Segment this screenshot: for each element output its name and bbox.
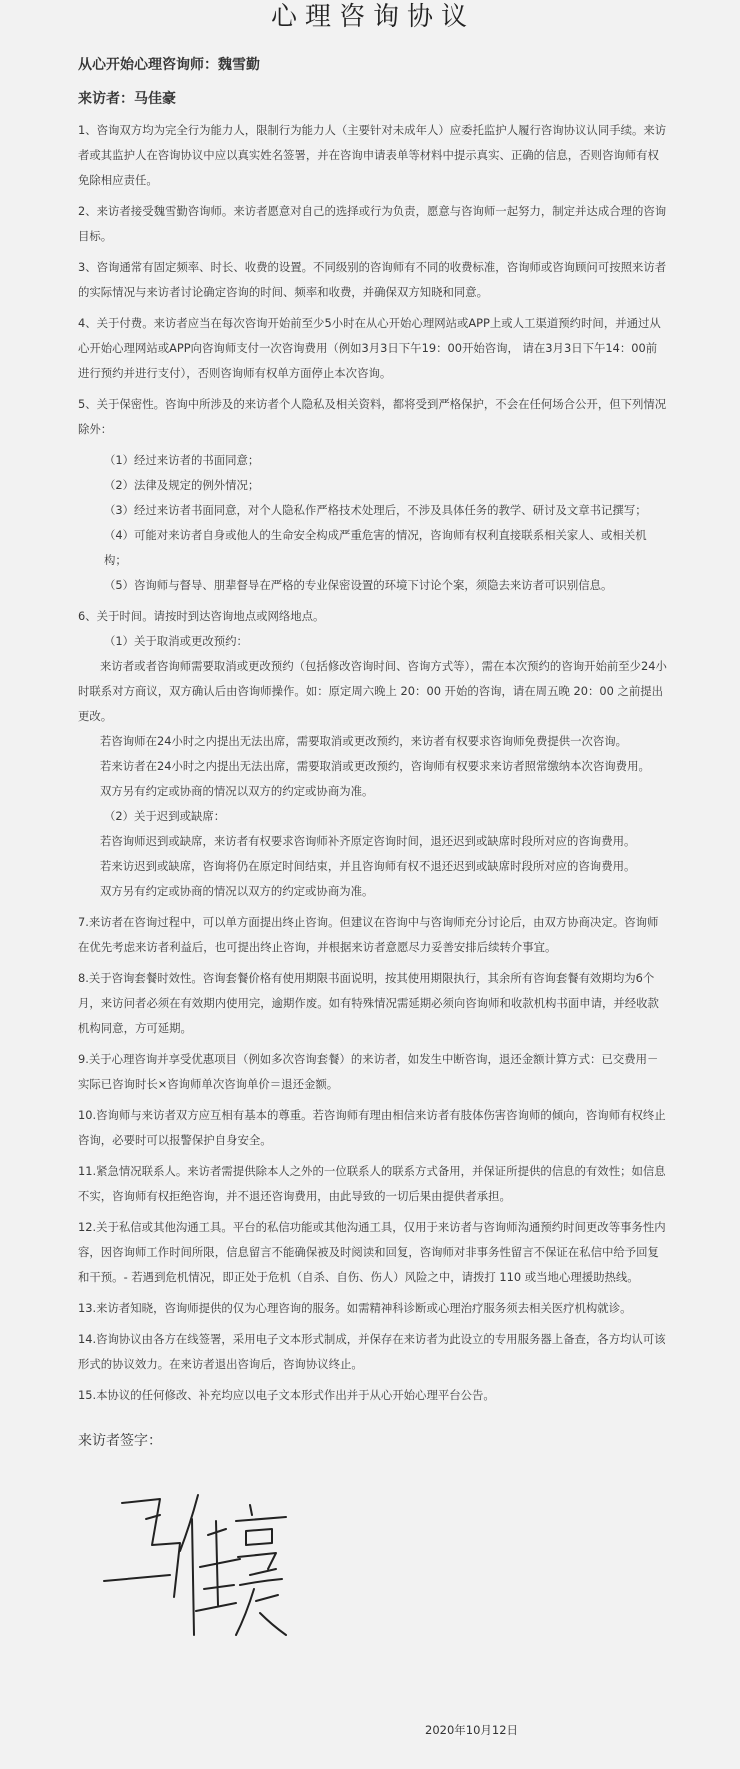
clause-1: 1、咨询双方均为完全行为能力人，限制行为能力人（主要针对未成年人）应委托监护人履行咨询协议认同手续。来访者或其监护人在咨询协议中应以真实姓名签署，并在咨询申请表单等材料中提示真实、正确的信息，否则咨询师有权免除相应责任。 — [78, 123, 667, 187]
lateness-heading: （2）关于迟到或缺席： — [104, 809, 226, 823]
exception-item: （4）可能对来访者自身或他人的生命安全构成严重危害的情况，咨询师有权利直接联系相关家人、或相关机构； — [104, 528, 647, 567]
exception-item: （2）法律及规定的例外情况； — [104, 478, 260, 492]
lateness-rule: 若来访迟到或缺席，咨询将仍在原定时间结束，并且咨询师有权不退还迟到或缺席时段所对应的咨询费用。 — [100, 859, 636, 873]
clause-3: 3、咨询通常有固定频率、时长、收费的设置。不同级别的咨询师有不同的收费标准，咨询师或咨询顾问可按照来访者的实际情况与来访者讨论确定咨询的时间、频率和收费，并确保双方知晓和同意。 — [78, 260, 667, 299]
clause-6: 6、关于时间。请按时到达咨询地点或网络地点。 — [78, 609, 325, 623]
reschedule-rule: 若咨询师在24小时之内提出无法出席，需要取消或更改预约，来访者有权要求咨询师免费提供一次咨询。 — [100, 734, 628, 748]
clause-15: 15.本协议的任何修改、补充均应以电子文本形式作出并于从心开始心理平台公告。 — [78, 1388, 495, 1402]
confidentiality-exceptions — [78, 448, 668, 598]
clause-9: 9.关于心理咨询并享受优惠项目（例如多次咨询套餐）的来访者，如发生中断咨询，退还金额计算方式：已交费用－实际已咨询时长×咨询师单次咨询单价＝退还金额。 — [78, 1052, 659, 1091]
clause-13: 13.来访者知晓，咨询师提供的仅为心理咨询的服务。如需精神科诊断或心理治疗服务须去相关医疗机构就诊。 — [78, 1301, 632, 1315]
handwritten-signature — [100, 1485, 330, 1665]
sign-date: 2020年10月12日 — [425, 1723, 519, 1737]
lateness-rule: 双方另有约定或协商的情况以双方的约定或协商为准。 — [100, 884, 374, 898]
exception-item: （3）经过来访者书面同意，对个人隐私作严格技术处理后，不涉及具体任务的教学、研讨及文章书记撰写； — [104, 503, 647, 517]
clause-14: 14.咨询协议由各方在线签署，采用电子文本形式制成，并保存在来访者为此设立的专用服务器上备查，各方均认可该形式的协议效力。在来访者退出咨询后，咨询协议终止。 — [78, 1332, 666, 1371]
clause-5: 5、关于保密性。咨询中所涉及的来访者个人隐私及相关资料，都将受到严格保护，不会在任何场合公开，但下列情况除外： — [78, 397, 667, 436]
clause-4: 4、关于付费。来访者应当在每次咨询开始前至少5小时在从心开始心理网站或APP上或人工渠道预约时间，并通过从心开始心理网站或APP向咨询师支付一次咨询费用（例如3月3日下午19：00开始咨询， 请在3月3日下午14：00前进行预约并进行支付），否则咨询师有权单方面停止本次咨询。 — [78, 316, 661, 380]
exception-item: （1）经过来访者的书面同意； — [104, 453, 260, 467]
clause-6-details — [78, 629, 668, 904]
clause-7: 7.来访者在咨询过程中，可以单方面提出终止咨询。但建议在咨询中与咨询师充分讨论后，由双方协商决定。咨询师在优先考虑来访者利益后，也可提出终止咨询，并根据来访者意愿尽力妥善安排后续转介事宜。 — [78, 915, 659, 954]
clause-8: 8.关于咨询套餐时效性。咨询套餐价格有使用期限书面说明，按其使用期限执行，其余所有咨询套餐有效期均为6个月，来访问者必须在有效期内使用完，逾期作废。如有特殊情况需延期必须向咨询师和收款机构书面申请，并经收款机构同意，方可延期。 — [78, 971, 659, 1035]
visitor-line: 来访者：马佳豪 — [78, 91, 176, 107]
document-title: 心理咨询协议 — [270, 2, 475, 32]
clause-11: 11.紧急情况联系人。来访者需提供除本人之外的一位联系人的联系方式备用，并保证所提供的信息的有效性；如信息不实，咨询师有权拒绝咨询，并不退还咨询费用，由此导致的一切后果由提供者承担。 — [78, 1164, 666, 1203]
reschedule-rule: 若来访者在24小时之内提出无法出席，需要取消或更改预约，咨询师有权要求来访者照常缴纳本次咨询费用。 — [100, 759, 650, 773]
clause-2: 2、来访者接受魏雪勤咨询师。来访者愿意对自己的选择或行为负责，愿意与咨询师一起努力，制定并达成合理的咨询目标。 — [78, 204, 667, 243]
signature-label: 来访者签字： — [78, 1433, 162, 1449]
reschedule-heading: （1）关于取消或更改预约： — [104, 634, 248, 648]
reschedule-rule: 双方另有约定或协商的情况以双方的约定或协商为准。 — [100, 784, 374, 798]
counselor-line: 从心开始心理咨询师：魏雪勤 — [78, 57, 260, 73]
exception-item: （5）咨询师与督导、朋辈督导在严格的专业保密设置的环境下讨论个案，须隐去来访者可识别信息。 — [104, 578, 613, 592]
clause-10: 10.咨询师与来访者双方应互相有基本的尊重。若咨询师有理由相信来访者有肢体伤害咨询师的倾向，咨询师有权终止咨询，必要时可以报警保护自身安全。 — [78, 1108, 666, 1147]
clause-12: 12.关于私信或其他沟通工具。平台的私信功能或其他沟通工具，仅用于来访者与咨询师沟通预约时间更改等事务性内容，因咨询师工作时间所限，信息留言不能确保被及时阅读和回复，咨询师对非事务性留言不保证在私信中给予回复和干预。- 若遇到危机情况，即正处于危机（自杀、自伤、伤人）风险之中，请拨打 110 或当地心理援助热线。 — [78, 1220, 666, 1284]
lateness-rule: 若咨询师迟到或缺席，来访者有权要求咨询师补齐原定咨询时间，退还迟到或缺席时段所对应的咨询费用。 — [100, 834, 636, 848]
reschedule-rule: 来访者或者咨询师需要取消或更改预约（包括修改咨询时间、咨询方式等），需在本次预约的咨询开始前至少24小时联系对方商议，双方确认后由咨询师操作。如：原定周六晚上 20：00 开始的咨询，请在周五晚 20：00 之前提出更改。 — [78, 659, 667, 723]
